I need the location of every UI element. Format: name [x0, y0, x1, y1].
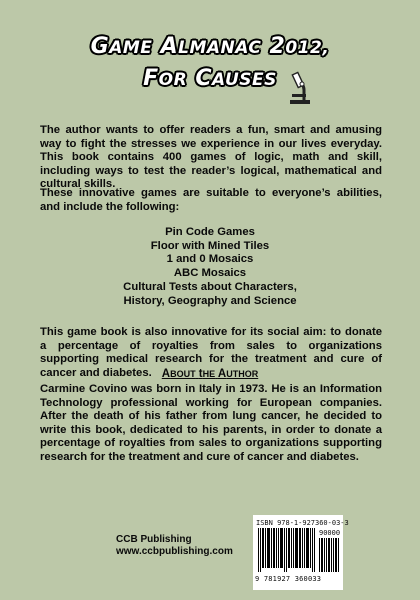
price-code: 90000: [319, 529, 341, 537]
price-barcode-icon: [319, 538, 340, 572]
microscope-icon: [286, 70, 312, 106]
about-author-paragraph: Carmine Covino was born in Italy in 1973. He is an Information Technology professional working for European companies. After the death of his father from lung cancer, he decided to write this book, dedicated to his parents, in order to donate a percentage of royalties from sales to organizations supporting research for the treatment and cure of cancer and diabetes.: [40, 383, 382, 463]
publisher-url: www.ccbpublishing.com: [116, 546, 233, 557]
intro-paragraph: The author wants to offer readers a fun, smart and amusing way to fight the stresses we experience in our lives everyday. This book contains 400 games of logic, math and skill, including ways to test the reader’s logical, mathematical and cultural skills.: [40, 124, 382, 191]
publisher-info: [116, 534, 233, 558]
social-aim-paragraph: This game book is also innovative for its social aim: to donate a percentage of royalties from sales to organizations supporting medical research for the treatment and cure of cancer and diabetes.: [40, 326, 382, 379]
publisher-name: CCB Publishing: [116, 534, 192, 545]
list-item: Pin Code Games: [165, 226, 255, 238]
title-line-1: GAME ALMANAC 2012,: [90, 34, 330, 59]
list-item: History, Geography and Science: [123, 294, 297, 307]
games-intro-paragraph: These innovative games are suitable to everyone’s abilities, and include the following:: [40, 187, 382, 213]
about-author-heading: ABOUT tHE AUTHOR: [161, 368, 259, 380]
list-item: ABC Mosaics: [173, 267, 247, 280]
barcode-icon: [258, 528, 316, 572]
list-item: Floor with Mined Tiles: [150, 239, 270, 252]
isbn-text: ISBN 978-1-927360-03-3: [256, 519, 349, 527]
games-list: [0, 226, 420, 308]
barcode-digits: 9 781927 360033: [255, 575, 322, 583]
list-item: Cultural Tests about Characters,: [123, 280, 297, 293]
list-item: 1 and 0 Mosaics: [166, 253, 254, 266]
title-line-2: FOR CAUSES: [143, 66, 277, 91]
